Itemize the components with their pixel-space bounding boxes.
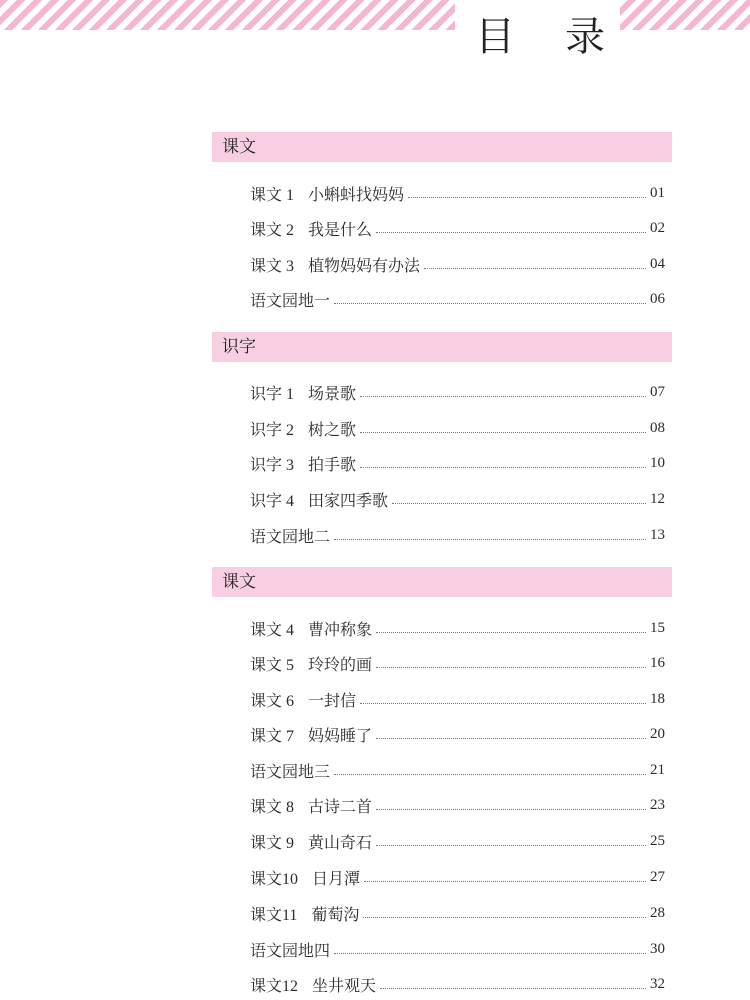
section-header-literacy: 识字	[212, 332, 672, 362]
toc-entry-title: 田家四季歌	[308, 492, 389, 510]
dotted-leader	[376, 738, 646, 739]
striped-header-band	[0, 0, 750, 30]
toc-entry-title: 古诗二首	[308, 798, 373, 816]
toc-entry[interactable]	[250, 758, 665, 782]
toc-entry[interactable]	[250, 901, 665, 925]
toc-entry-page: 21	[650, 761, 665, 778]
toc-entry-page: 12	[650, 490, 665, 507]
toc-entry[interactable]	[250, 972, 665, 996]
dotted-leader	[363, 917, 646, 918]
dotted-leader	[376, 232, 646, 233]
toc-entry-page: 16	[650, 654, 665, 671]
page-title-char-2: 录	[565, 13, 605, 60]
toc-entry-label: 语文园地一	[250, 292, 331, 310]
toc-entry-title: 一封信	[308, 692, 357, 710]
toc-entry-label: 课文 9	[250, 834, 295, 852]
toc-entry-label: 课文 5	[250, 656, 295, 674]
toc-entry-title: 坐井观天	[312, 977, 377, 995]
dotted-leader	[376, 845, 646, 846]
toc-entry-label: 识字 1	[250, 385, 295, 403]
toc-entry-page: 27	[650, 868, 665, 885]
toc-entry-title: 拍手歌	[308, 456, 357, 474]
toc-entry-label: 课文 1	[250, 186, 295, 204]
toc-entry-title: 妈妈睡了	[308, 727, 373, 745]
toc-entry-label: 识字 3	[250, 456, 295, 474]
toc-entry[interactable]	[250, 487, 665, 511]
toc-entry[interactable]	[250, 793, 665, 817]
toc-entry-label: 识字 2	[250, 421, 295, 439]
dotted-leader	[408, 197, 646, 198]
toc-entry[interactable]	[250, 865, 665, 889]
toc-entry[interactable]	[250, 687, 665, 711]
toc-entry-page: 32	[650, 975, 665, 992]
dotted-leader	[376, 809, 646, 810]
toc-entry-label: 课文 3	[250, 257, 295, 275]
section-header-lessons-1: 课文	[212, 132, 672, 162]
toc-entry-title: 曹冲称象	[308, 621, 373, 639]
toc-entry-label: 语文园地四	[250, 942, 331, 960]
toc-entry-page: 23	[650, 796, 665, 813]
toc-entry-page: 25	[650, 832, 665, 849]
toc-entry-label: 课文 6	[250, 692, 295, 710]
toc-entry-title: 树之歌	[308, 421, 357, 439]
dotted-leader	[360, 432, 646, 433]
toc-entry-label: 语文园地二	[250, 528, 331, 546]
toc-entry[interactable]	[250, 829, 665, 853]
toc-entry-page: 06	[650, 290, 665, 307]
toc-entry-page: 08	[650, 419, 665, 436]
toc-entry-label: 课文11	[250, 906, 298, 924]
dotted-leader	[334, 303, 646, 304]
toc-entry-label: 课文 8	[250, 798, 295, 816]
toc-entry-page: 10	[650, 454, 665, 471]
dotted-leader	[334, 774, 646, 775]
dotted-leader	[376, 667, 646, 668]
toc-entry-label: 课文 4	[250, 621, 295, 639]
toc-entry[interactable]	[250, 287, 665, 311]
page-title	[475, 8, 605, 58]
toc-entry-title: 日月潭	[312, 870, 361, 888]
toc-entry-label: 课文10	[250, 870, 299, 888]
toc-entry-title: 葡萄沟	[311, 906, 360, 924]
toc-entry-title: 场景歌	[308, 385, 357, 403]
toc-entry-page: 02	[650, 219, 665, 236]
section-header-lessons-2: 课文	[212, 567, 672, 597]
toc-entry-title: 小蝌蚪找妈妈	[308, 186, 405, 204]
dotted-leader	[334, 953, 646, 954]
dotted-leader	[360, 467, 646, 468]
dotted-leader	[360, 703, 646, 704]
dotted-leader	[360, 396, 646, 397]
toc-entry-page: 01	[650, 184, 665, 201]
toc-entry-label: 课文 2	[250, 221, 295, 239]
toc-entry-page: 30	[650, 940, 665, 957]
toc-entry-page: 18	[650, 690, 665, 707]
toc-entry[interactable]	[250, 616, 665, 640]
dotted-leader	[364, 881, 646, 882]
toc-entry-page: 04	[650, 255, 665, 272]
toc-entry-title: 玲玲的画	[308, 656, 373, 674]
dotted-leader	[334, 539, 646, 540]
toc-entry[interactable]	[250, 451, 665, 475]
toc-entry-title: 黄山奇石	[308, 834, 373, 852]
toc-entry[interactable]	[250, 722, 665, 746]
dotted-leader	[376, 632, 646, 633]
toc-entry[interactable]	[250, 252, 665, 276]
toc-entry[interactable]	[250, 380, 665, 404]
toc-entry-page: 07	[650, 383, 665, 400]
toc-entry-title: 我是什么	[308, 221, 373, 239]
dotted-leader	[380, 988, 646, 989]
toc-entry[interactable]	[250, 523, 665, 547]
toc-entry[interactable]	[250, 651, 665, 675]
dotted-leader	[424, 268, 646, 269]
dotted-leader	[392, 503, 646, 504]
toc-entry-label: 识字 4	[250, 492, 295, 510]
toc-entry[interactable]	[250, 937, 665, 961]
toc-entry[interactable]	[250, 216, 665, 240]
page-title-char-1: 目	[475, 13, 515, 60]
toc-entry-label: 语文园地三	[250, 763, 331, 781]
toc-entry[interactable]	[250, 416, 665, 440]
toc-entry-label: 课文12	[250, 977, 299, 995]
toc-entry-page: 28	[650, 904, 665, 921]
toc-entry-page: 13	[650, 526, 665, 543]
toc-entry[interactable]	[250, 181, 665, 205]
toc-entry-title: 植物妈妈有办法	[308, 257, 421, 275]
toc-entry-page: 15	[650, 619, 665, 636]
toc-entry-label: 课文 7	[250, 727, 295, 745]
toc-entry-page: 20	[650, 725, 665, 742]
